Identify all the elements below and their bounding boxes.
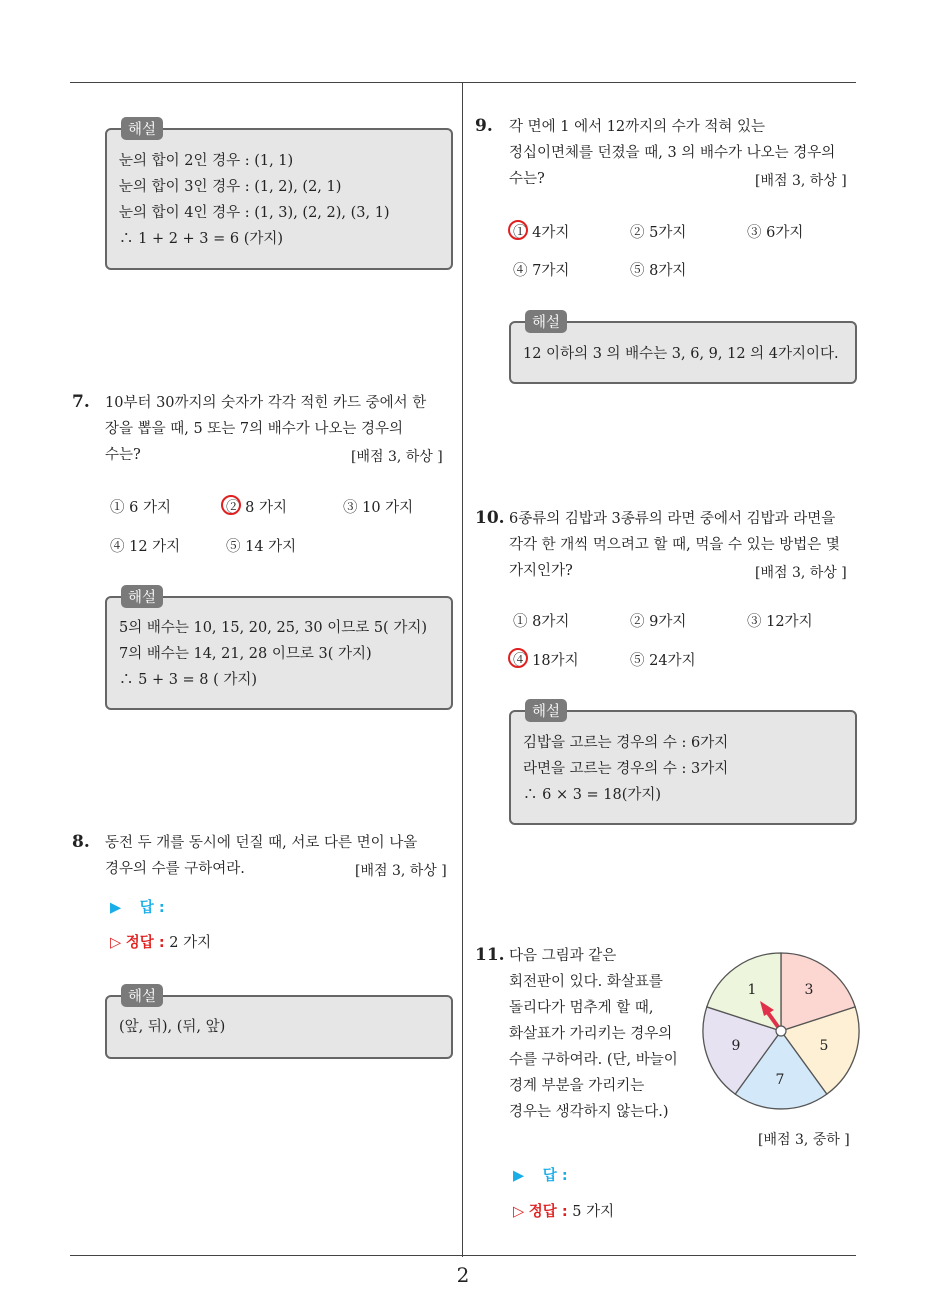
question-10-number: 10.: [475, 508, 505, 528]
solution-box-q6: [105, 122, 453, 270]
question-11-text: 경계 부분을 가리키는: [509, 1078, 645, 1094]
question-10-score: [배점 3, 하상 ]: [755, 565, 847, 581]
question-11-number: 11.: [475, 945, 505, 965]
solution-tag: 해설: [525, 310, 567, 333]
choice-10-2[interactable]: ② 9가지: [630, 614, 687, 630]
choice-7-1[interactable]: ① 6 가지: [110, 500, 171, 516]
play-triangle-icon: ▶: [513, 1168, 525, 1184]
correct-value: 2 가지: [169, 935, 212, 951]
choice-10-5[interactable]: ⑤ 24가지: [630, 653, 696, 669]
question-7-text: 장을 뽑을 때, 5 또는 7의 배수가 나오는 경우의: [105, 421, 404, 437]
question-11-text: 다음 그림과 같은: [509, 948, 617, 964]
solution-line: ∴ 5 + 3 = 8 ( 가지): [119, 672, 258, 688]
choice-9-1[interactable]: ① 4가지: [513, 225, 570, 241]
selected-answer-circle: [508, 648, 528, 668]
question-9-text: 각 면에 1 에서 12까지의 수가 적혀 있는: [509, 119, 766, 135]
question-11-text: 화살표가 가리키는 경우의: [509, 1026, 673, 1042]
solution-line: ∴ 1 + 2 + 3 = 6 (가지): [119, 231, 284, 247]
spinner-label-5: 5: [819, 1038, 829, 1054]
question-11-score: [배점 3, 중하 ]: [758, 1132, 850, 1148]
correct-answer-row-8: [110, 931, 211, 952]
solution-line: 라면을 고르는 경우의 수 : 3가지: [523, 761, 729, 777]
question-9-text: 정십이면체를 던졌을 때, 3 의 배수가 나오는 경우의: [509, 145, 836, 161]
solution-line: 7의 배수는 14, 21, 28 이므로 3( 가지): [119, 646, 372, 662]
play-triangle-icon: ▶: [110, 900, 122, 916]
solution-line: ∴ 6 × 3 = 18(가지): [523, 787, 662, 803]
top-rule: [70, 82, 856, 83]
question-11-text: 경우는 생각하지 않는다.): [509, 1104, 669, 1120]
question-7-text: 10부터 30까지의 숫자가 각각 적힌 카드 중에서 한: [105, 395, 427, 411]
solution-box-q8: [105, 989, 453, 1059]
solution-line: 눈의 합이 3인 경우 : (1, 2), (2, 1): [119, 179, 342, 195]
solution-tag: 해설: [525, 699, 567, 722]
question-10-text: 6종류의 김밥과 3종류의 라면 중에서 김밥과 라면을: [509, 511, 836, 527]
question-8-score: [배점 3, 하상 ]: [355, 863, 447, 879]
outline-triangle-icon: ▷: [513, 1204, 525, 1220]
choice-9-5[interactable]: ⑤ 8가지: [630, 263, 687, 279]
choice-10-1[interactable]: ① 8가지: [513, 614, 570, 630]
question-7-score: [배점 3, 하상 ]: [351, 449, 443, 465]
question-10-text: 각각 한 개씩 먹으려고 할 때, 먹을 수 있는 방법은 몇: [509, 537, 840, 553]
question-8-text: 동전 두 개를 동시에 던질 때, 서로 다른 면이 나올: [105, 835, 418, 851]
solution-box-q7: [105, 590, 453, 710]
choice-9-4[interactable]: ④ 7가지: [513, 263, 570, 279]
solution-line: 눈의 합이 4인 경우 : (1, 3), (2, 2), (3, 1): [119, 205, 390, 221]
solution-tag: 해설: [121, 984, 163, 1007]
page-number: 2: [456, 1263, 470, 1287]
choice-7-2[interactable]: ② 8 가지: [226, 500, 287, 516]
solution-tag: 해설: [121, 585, 163, 608]
bottom-rule: [70, 1255, 856, 1256]
outline-triangle-icon: ▷: [110, 935, 122, 951]
choice-9-3[interactable]: ③ 6가지: [747, 225, 804, 241]
spinner-figure: [700, 950, 862, 1112]
choice-7-4[interactable]: ④ 12 가지: [110, 539, 181, 555]
question-9-text: 수는?: [509, 171, 545, 187]
question-10-text: 가지인가?: [509, 563, 573, 579]
question-11-text: 회전판이 있다. 화살표를: [509, 974, 663, 990]
answer-input-row-11[interactable]: [513, 1164, 568, 1185]
choice-10-3[interactable]: ③ 12가지: [747, 614, 813, 630]
question-11-text: 수를 구하여라. (단, 바늘이: [509, 1052, 678, 1068]
solution-tag: 해설: [121, 117, 163, 140]
answer-label: 답 :: [139, 900, 165, 916]
correct-label: 정답 :: [528, 1204, 568, 1220]
choice-9-2[interactable]: ② 5가지: [630, 225, 687, 241]
solution-box-q9: [509, 315, 857, 384]
correct-answer-row-11: [513, 1200, 614, 1221]
spinner-label-1: 1: [747, 982, 757, 998]
solution-box-q10: [509, 704, 857, 825]
spinner-label-9: 9: [731, 1038, 741, 1054]
solution-line: 12 이하의 3 의 배수는 3, 6, 9, 12 의 4가지이다.: [523, 346, 839, 362]
question-7-text: 수는?: [105, 447, 141, 463]
selected-answer-circle: [508, 220, 528, 240]
solution-line: (앞, 뒤), (뒤, 앞): [119, 1019, 226, 1035]
question-8-text: 경우의 수를 구하여라.: [105, 861, 245, 877]
solution-line: 5의 배수는 10, 15, 20, 25, 30 이므로 5( 가지): [119, 620, 427, 636]
solution-line: 눈의 합이 2인 경우 : (1, 1): [119, 153, 294, 169]
spinner-label-3: 3: [804, 982, 814, 998]
spinner-label-7: 7: [775, 1072, 785, 1088]
answer-input-row-8[interactable]: [110, 896, 165, 917]
column-divider: [462, 83, 463, 1257]
question-9-number: 9.: [475, 116, 493, 136]
choice-7-5[interactable]: ⑤ 14 가지: [226, 539, 297, 555]
question-9-score: [배점 3, 하상 ]: [755, 173, 847, 189]
spinner-center: [776, 1026, 786, 1036]
answer-label: 답 :: [542, 1168, 568, 1184]
solution-line: 김밥을 고르는 경우의 수 : 6가지: [523, 735, 729, 751]
correct-label: 정답 :: [125, 935, 165, 951]
question-8-number: 8.: [72, 832, 90, 852]
question-7-number: 7.: [72, 392, 90, 412]
selected-answer-circle: [221, 495, 241, 515]
choice-7-3[interactable]: ③ 10 가지: [343, 500, 414, 516]
choice-10-4[interactable]: ④ 18가지: [513, 653, 579, 669]
question-11-text: 돌리다가 멈추게 할 때,: [509, 1000, 654, 1016]
correct-value: 5 가지: [572, 1204, 615, 1220]
